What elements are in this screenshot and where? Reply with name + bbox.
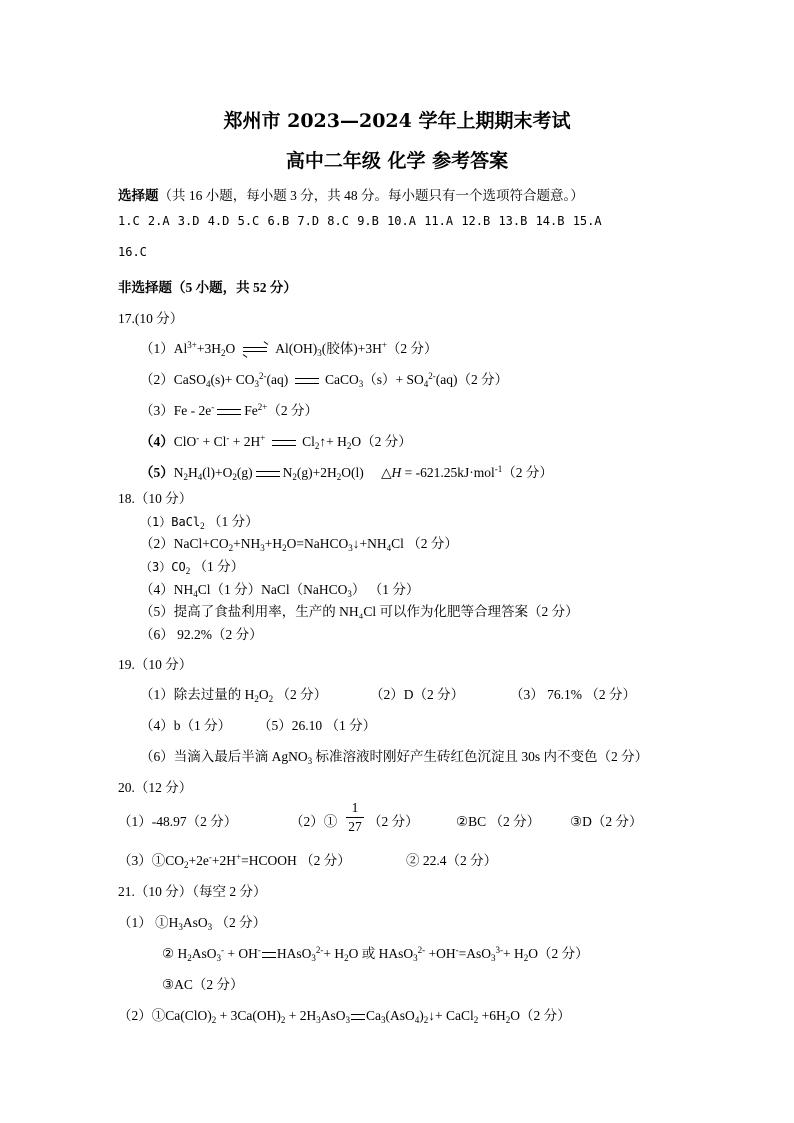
q18-answer-2: $(2)NaCl+CO_2+NH_3+H_2O=NaHCO_3↓+NH_4Cl$ （2 分）: [140, 536, 458, 553]
choice-answers-line-2: 16.C: [118, 245, 147, 259]
q20-answer-2b: ②BC （2 分）: [456, 814, 541, 829]
q19-answer-1: （1）除去过量的 $H_2O_2$ （2 分）: [140, 687, 328, 704]
choice-answers-line-1: 1.C 2.A 3.D 4.D 5.C 6.B 7.D 8.C 9.B 10.A 11.A 12.B 13.B 14.B 15.A: [118, 214, 602, 228]
q20-fraction: $\frac{1}{27}$: [346, 800, 364, 835]
q17-answer-1: $(1)Al^{3+}+3H_2O$ $Al(OH)_3$(胶体)+3H+（2 分）: [140, 340, 438, 358]
q21-answer-3: ③AC（2 分）: [162, 977, 244, 992]
choice-label: 选择题: [118, 188, 159, 203]
q21-answer-2: ② $H_2AsO_3^- + OH^-$ HAsO$_3^{2-}$+ $H_2O$ 或 HAsO$_3^{2-}$ $+OH^-=AsO_3^{3-}+ H_2O(2$ 分）: [162, 945, 589, 963]
q18-heading: 18.（10 分）: [118, 491, 193, 506]
double-line-equals-icon: [217, 409, 241, 415]
page-title: 郑州市 2023—2024 学年上期期末考试: [223, 110, 571, 132]
q17-answer-4: （4）ClO- + Cl- + 2H+ $Cl_2↑+ H_2O(2$ 分）: [140, 433, 412, 451]
q19-answer-5: （5）26.10 （1 分）: [258, 718, 377, 733]
q19-answer-4: （4）b（1 分）: [140, 718, 232, 733]
double-line-equals-icon: [262, 952, 276, 958]
double-line-equals-icon: [295, 378, 319, 384]
q20-answer-2-score: （2 分）: [368, 814, 419, 829]
page-subtitle: 高中二年级 化学 参考答案: [285, 150, 509, 172]
choice-note: （共 16 小题，每小题 3 分，共 48 分。每小题只有一个选项符合题意。）: [158, 188, 584, 203]
q19-answer-6: （6）当滴入最后半滴 AgNO$_3$ 标准溶液时刚好产生砖红色沉淀且 30s 内不变色（2 分）: [140, 749, 649, 766]
q20-answer-3: $(3)①CO_2+2e^-+2H^+=HCOOH$ （2 分）: [118, 852, 351, 870]
q20-answer-1: （1）-48.97（2 分）: [118, 814, 238, 829]
double-line-equals-icon: [256, 471, 280, 477]
equilibrium-arrow-icon: [243, 345, 269, 355]
q19-answer-2: （2）D（2 分）: [370, 687, 465, 702]
q19-heading: 19.（10 分）: [118, 657, 193, 672]
q21-answer-4: $(2)①Ca(ClO)_2 + 3Ca(OH)_2 + 2H_3AsO_3$ $Ca_3(AsO_4)_2↓+$ CaCl$_2$ $+6H_2O(2$ 分）: [118, 1008, 571, 1025]
nonchoice-section-header: 非选择题（5 小题，共 52 分）: [118, 280, 297, 295]
q20-answer-3b: ② 22.4（2 分）: [406, 853, 498, 868]
q21-answer-1: （1） $①H_3AsO_3$ （2 分）: [118, 915, 267, 932]
q20-heading: 20.（12 分）: [118, 780, 193, 795]
q18-answer-6: （6） 92.2%（2 分）: [140, 627, 263, 642]
q18-answer-4: $(4)NH_4Cl(1$ 分）NaCl（NaHCO$_3$） （1 分）: [140, 582, 420, 599]
double-line-equals-icon: [272, 440, 296, 446]
choice-section-header: [118, 184, 584, 204]
q18-answer-1: （1）BaCl$_2$ （1 分）: [140, 514, 259, 531]
q17-heading: 17.(10 分）: [118, 311, 184, 326]
q20-answer-2-label: （2）①: [290, 814, 338, 829]
q17-answer-2: （2）CaSO$_4$(s)+ $CO_3^{2-}(aq)$ CaCO$_3$（s）+ $SO_4^{2-}(aq)(2$ 分）: [140, 371, 509, 389]
q19-answer-3: （3） 76.1% （2 分）: [510, 687, 636, 702]
q18-answer-5: （5）提高了食盐利用率，生产的 NH₄Cl 可以作为化肥等合理答案（2 分）: [140, 604, 579, 619]
q21-heading: 21.（10 分）（每空 2 分）: [118, 884, 267, 899]
double-line-equals-icon: [351, 1014, 365, 1020]
q20-answer-2c: ③D（2 分）: [570, 814, 643, 829]
q17-answer-5: $(5)N_2H_4(l)+O_2(g)$ $N_2(g)+2H_2O(l)$ △H = -621.25kJ·mol$^{-1}$（2 分）: [140, 464, 553, 482]
q18-answer-3: $(3)CO_2$ （1 分）: [140, 559, 245, 576]
q17-answer-3: （3）Fe - 2e- $Fe^{2+}(2$ 分）: [140, 402, 318, 418]
